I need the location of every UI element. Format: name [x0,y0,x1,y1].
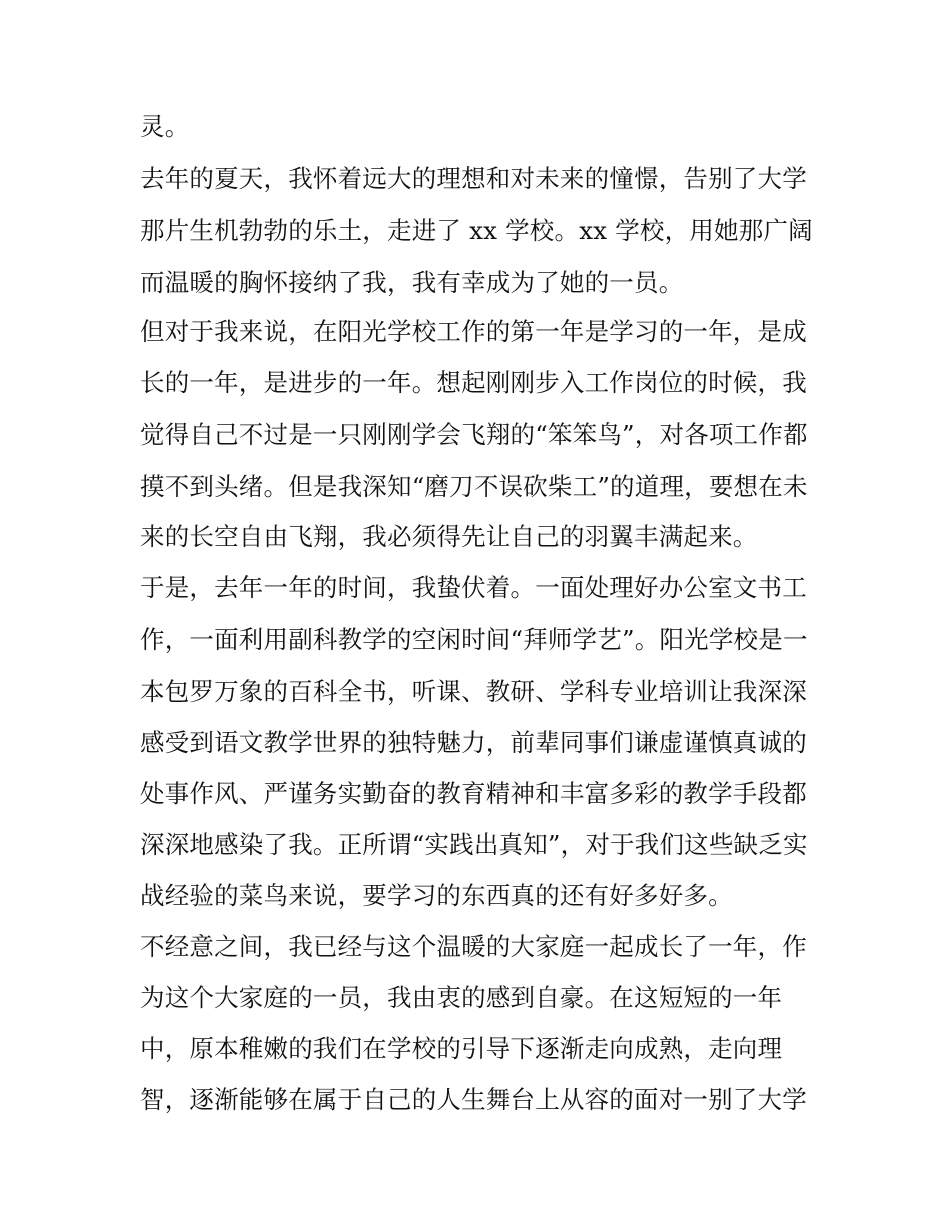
text-line: 深深地感染了我。正所谓“实践出真知”，对于我们这些缺乏实 [140,830,808,859]
text-line: 那片生机勃勃的乐土，走进了 xx 学校。xx 学校，用她那广阔 [140,216,813,245]
text-line: 作，一面利用副科教学的空闲时间“拜师学艺”。阳光学校是一 [140,625,808,654]
text-line: 长的一年，是进步的一年。想起刚刚步入工作岗位的时候，我 [140,368,807,397]
text-line: 去年的夏天，我怀着远大的理想和对未来的憧憬，告别了大学 [140,164,807,193]
text-line: 但对于我来说，在阳光学校工作的第一年是学习的一年，是成 [140,317,807,346]
text-line: 不经意之间，我已经与这个温暖的大家庭一起成长了一年，作 [140,932,807,961]
text-line: 智，逐渐能够在属于自己的人生舞台上从容的面对一别了大学 [140,1085,807,1114]
text-line: 而温暖的胸怀接纳了我，我有幸成为了她的一员。 [140,268,684,297]
text-line: 摸不到头绪。但是我深知“磨刀不误砍柴工”的道理，要想在未 [140,472,808,501]
text-line: 中，原本稚嫩的我们在学校的引导下逐渐走向成熟，走向理 [140,1034,783,1063]
text-line: 本包罗万象的百科全书，听课、教研、学科专业培训让我深深 [140,677,807,706]
text-line: 觉得自己不过是一只刚刚学会飞翔的“笨笨鸟”，对各项工作都 [140,420,808,449]
text-line: 为这个大家庭的一员，我由衷的感到自豪。在这短短的一年 [140,983,783,1012]
text-line: 灵。 [140,112,190,141]
text-line: 来的长空自由飞翔，我必须得先让自己的羽翼丰满起来。 [140,522,758,551]
text-line: 于是，去年一年的时间，我蛰伏着。一面处理好办公室文书工 [140,573,807,602]
text-line: 战经验的菜鸟来说，要学习的东西真的还有好多好多。 [140,881,733,910]
text-line: 感受到语文教学世界的独特魅力，前辈同事们谦虚谨慎真诚的 [140,728,807,757]
text-line: 处事作风、严谨务实勤奋的教育精神和丰富多彩的教学手段都 [140,779,807,808]
